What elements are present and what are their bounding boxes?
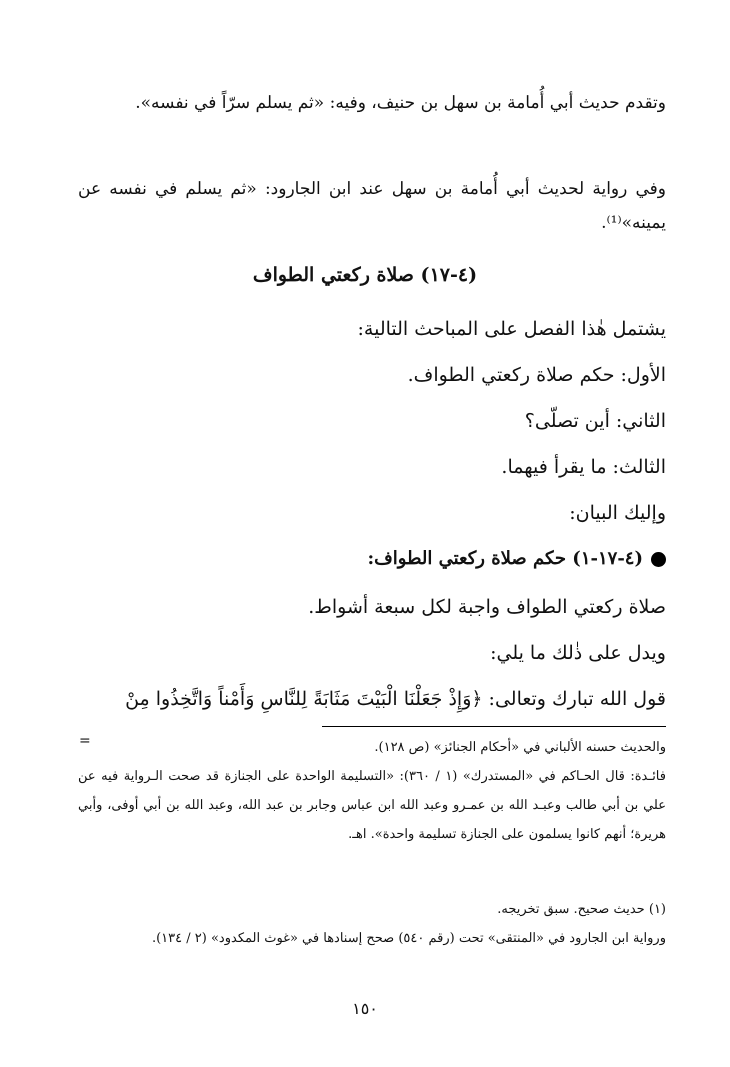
body-line-2: ويدل على ذٰلك ما يلي: (490, 642, 666, 664)
section-heading: (٤-١٧) صلاة ركعتي الطواف (252, 264, 478, 286)
footnote-continuation-mark: = (79, 733, 91, 749)
subsection-heading (367, 548, 666, 569)
subsection-heading-text: (٤-١٧-١) حكم صلاة ركعتي الطواف: (367, 548, 643, 569)
footnote-b: فائـدة: قال الحـاكم في «المستدرك» (١ / ٣٦٠): «التسليمة الواحدة على الجنازة قد صحت الـرواية فيه عن علي بن أبي طالب وعبـد الله بن عمـرو وعبد الله ابن عباس وجابر بن عبد الله، وعبد الله بن أبي أوفى، وأبي هريرة؛ أنهم كانوا يسلمون على الجنازة تسليمة واحدة». اهـ. (78, 769, 666, 842)
body-line-1: صلاة ركعتي الطواف واجبة لكل سبعة أشواط. (308, 596, 666, 618)
intro-line: يشتمل هٰذا الفصل على المباحث التالية: (357, 318, 666, 340)
body-line-3: قول الله تبارك وتعالى: ﴿وَإِذْ جَعَلْنَا الْبَيْتَ مَثَابَةً لِلنَّاسِ وَأَمْناً وَاتَّخِذُوا مِنْ (125, 688, 666, 710)
footnote-a: والحديث حسنه الألباني في «أحكام الجنائز» (ص ١٢٨). (374, 740, 666, 755)
list-item-1: الأول: حكم صلاة ركعتي الطواف. (407, 364, 666, 386)
list-item-3: الثالث: ما يقرأ فيهما. (501, 456, 666, 478)
list-item-2: الثاني: أين تصلّى؟ (524, 410, 666, 432)
page-number: ١٥٠ (352, 999, 378, 1018)
paragraph-1: وتقدم حديث أبي أُمامة بن سهل بن حنيف، وفيه: «ثم يسلم سرّاً في نفسه». (135, 93, 666, 113)
footnote-separator (322, 726, 666, 727)
footnote-d: ورواية ابن الجارود في «المنتقى» تحت (رقم ٥٤٠) صحح إسنادها في «غوث المكدود» (٢ / ١٣٤). (151, 931, 666, 946)
list-item-4: وإليك البيان: (569, 502, 666, 524)
paragraph-2: وفي رواية لحديث أبي أُمامة بن سهل عند ابن الجارود: «ثم يسلم في نفسه عن يمينه»⁽¹⁾. (78, 179, 666, 233)
footnote-c: (١) حديث صحيح. سبق تخريجه. (497, 902, 666, 917)
bullet-icon (651, 552, 666, 567)
